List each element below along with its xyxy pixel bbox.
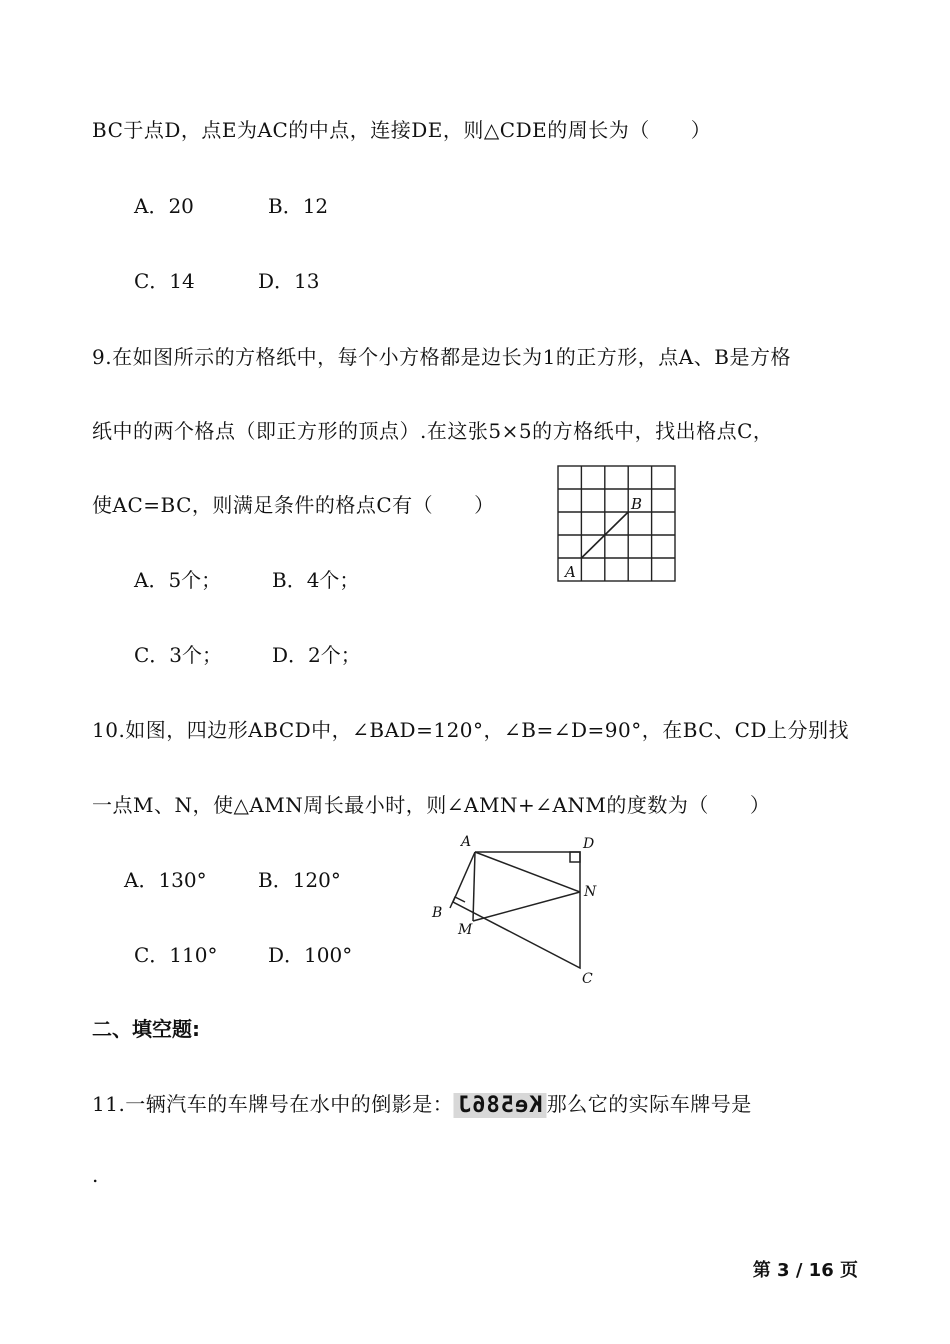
q10-text-line1: 10.如图，四边形ABCD中，∠BAD=120°，∠B=∠D=90°，在BC、CD上分别找 (92, 718, 849, 742)
section-title-fill-in: 二、填空题: (92, 1017, 200, 1041)
q10-option-b: B．120° (258, 868, 341, 892)
q9-text-line2: 纸中的两个格点（即正方形的顶点）.在这张5×5的方格纸中，找出格点C， (92, 419, 774, 443)
q9-option-c: C．3个； (134, 643, 223, 667)
q8-text-line1: BC于点D，点E为AC的中点，连接DE，则△CDE的周长为（ ） (92, 118, 712, 142)
q9-grid-figure (552, 460, 682, 588)
q10-text-line2: 一点M、N，使△AMN周长最小时，则∠AMN+∠ANM的度数为（ ） (92, 793, 771, 817)
q10-quadrilateral-figure (425, 828, 605, 988)
q9-text-line1: 9.在如图所示的方格纸中，每个小方格都是边长为1的正方形，点A、B是方格 (92, 345, 791, 369)
q8-option-d: D．13 (258, 269, 320, 293)
q10-label-d: D (583, 836, 595, 852)
q9-option-a: A．5个； (134, 568, 222, 592)
q11-text-before: 11.一辆汽车的车牌号在水中的倒影是： (92, 1092, 454, 1116)
q11-text-after: 那么它的实际车牌号是 (546, 1092, 752, 1116)
page-number: 第 3 / 16 页 (752, 1260, 858, 1281)
segment-an (475, 852, 580, 892)
q10-label-a: A (461, 834, 472, 850)
q10-option-c: C．110° (134, 943, 218, 967)
q9-text-line3: 使AC=BC，则满足条件的格点C有（ ） (92, 493, 495, 517)
q10-option-a: A．130° (124, 868, 207, 892)
q10-label-m: M (458, 922, 473, 938)
quad-outline (453, 852, 580, 968)
q9-option-b: B．4个； (272, 568, 360, 592)
right-angle-d (570, 852, 580, 862)
q8-option-c: C．14 (134, 269, 195, 293)
segment-am (473, 852, 475, 921)
license-plate-reflection: Ke586J (453, 1093, 546, 1118)
q10-label-c: C (582, 971, 593, 987)
q11-blank-end: . (92, 1163, 99, 1187)
q8-option-a: A．20 (134, 194, 194, 218)
q9-option-d: D．2个； (272, 643, 361, 667)
q10-option-d: D．100° (268, 943, 353, 967)
q8-option-b: B．12 (268, 194, 329, 218)
segment-mn (473, 892, 580, 921)
q9-label-b: B (631, 495, 643, 513)
q11-line (92, 1088, 752, 1118)
q9-label-a: A (565, 563, 576, 581)
q10-label-b: B (432, 905, 443, 921)
q10-label-n: N (584, 884, 597, 900)
